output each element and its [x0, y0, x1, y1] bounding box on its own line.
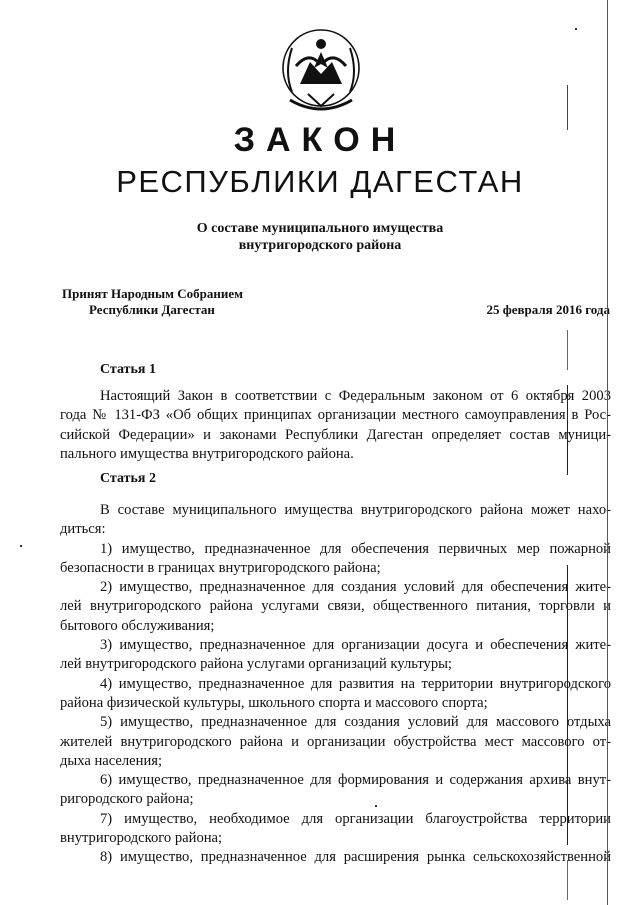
text-line: лей внутригородского района услугами связи, общественного питания, торговли и — [60, 598, 611, 615]
text-line: внутригородского района; — [60, 830, 223, 847]
scan-edge-line — [607, 0, 608, 905]
text-line: Настоящий Закон в соответствии с Федеральным законом от 6 октября 2003 — [100, 388, 611, 404]
adopted-line: Республики Дагестан — [89, 302, 215, 317]
article-1-title: Статья 1 — [100, 362, 156, 377]
text-line: В составе муниципального имущества внутригородского района может нахо- — [100, 502, 611, 518]
text-line: безопасности в границах внутригородского района; — [60, 559, 381, 576]
scan-speck — [375, 805, 377, 807]
text-line: 8) имущество, предназначенное для расширения рынка сельскохозяйственной — [100, 849, 611, 866]
text-line: года № 131-ФЗ «Об общих принципах организации местного самоуправления в Рос- — [60, 407, 611, 424]
law-title: ЗАКОН — [233, 121, 407, 159]
scan-artifact-line — [567, 85, 568, 130]
article-2-text — [60, 501, 611, 868]
scan-artifact-line — [567, 330, 568, 370]
article-1-text — [60, 387, 611, 464]
scan-speck — [575, 28, 577, 30]
text-line: дыха населения; — [60, 752, 163, 769]
text-line: 2) имущество, предназначенное для создания условий для обеспечения жите- — [100, 579, 611, 596]
scan-artifact-line — [567, 860, 568, 900]
scan-speck — [20, 545, 22, 547]
text-line: 7) имущество, необходимое для организации благоустройства территории — [100, 810, 611, 827]
scan-artifact-line — [567, 565, 568, 845]
adopted-date: 25 февраля 2016 года — [486, 302, 610, 317]
text-line: 6) имущество, предназначенное для формирования и содержания архива внут- — [100, 772, 611, 789]
text-line: лей внутригородского района услугами организаций культуры; — [60, 656, 452, 673]
text-line: района физической культуры, школьного спорта и массового спорта; — [60, 694, 488, 711]
text-line: 3) имущество, предназначенное для организации досуга и обеспечения жите- — [100, 637, 611, 654]
text-line: 5) имущество, предназначенное для создания условий для массового отдыха — [100, 714, 611, 731]
document-heading — [0, 220, 640, 254]
text-line: 1) имущество, предназначенное для обеспечения первичных мер пожарной — [100, 540, 611, 557]
adopted-by — [62, 286, 243, 318]
text-line: пального имущества внутригородского района. — [60, 445, 354, 462]
text-line: 4) имущество, предназначенное для развития на территории внутригородского — [100, 675, 611, 692]
adopted-line: Принят Народным Собранием — [62, 286, 244, 301]
text-line: диться: — [60, 521, 106, 538]
coat-of-arms-emblem — [278, 22, 364, 120]
heading-line: О составе муниципального имущества — [196, 221, 444, 236]
text-line: бытового обслуживания; — [60, 617, 215, 634]
text-line: ригородского района; — [60, 791, 194, 808]
text-line: сийской Федерации» и законами Республики Дагестан определяет состав муници- — [60, 426, 611, 443]
article-2-title: Статья 2 — [100, 471, 156, 486]
law-subtitle: РЕСПУБЛИКИ ДАГЕСТАН — [116, 164, 524, 199]
scan-artifact-line — [567, 385, 568, 475]
text-line: жителей внутригородского района и организации обустройства мест массового от- — [60, 733, 611, 750]
heading-line: внутригородского района — [238, 238, 402, 253]
